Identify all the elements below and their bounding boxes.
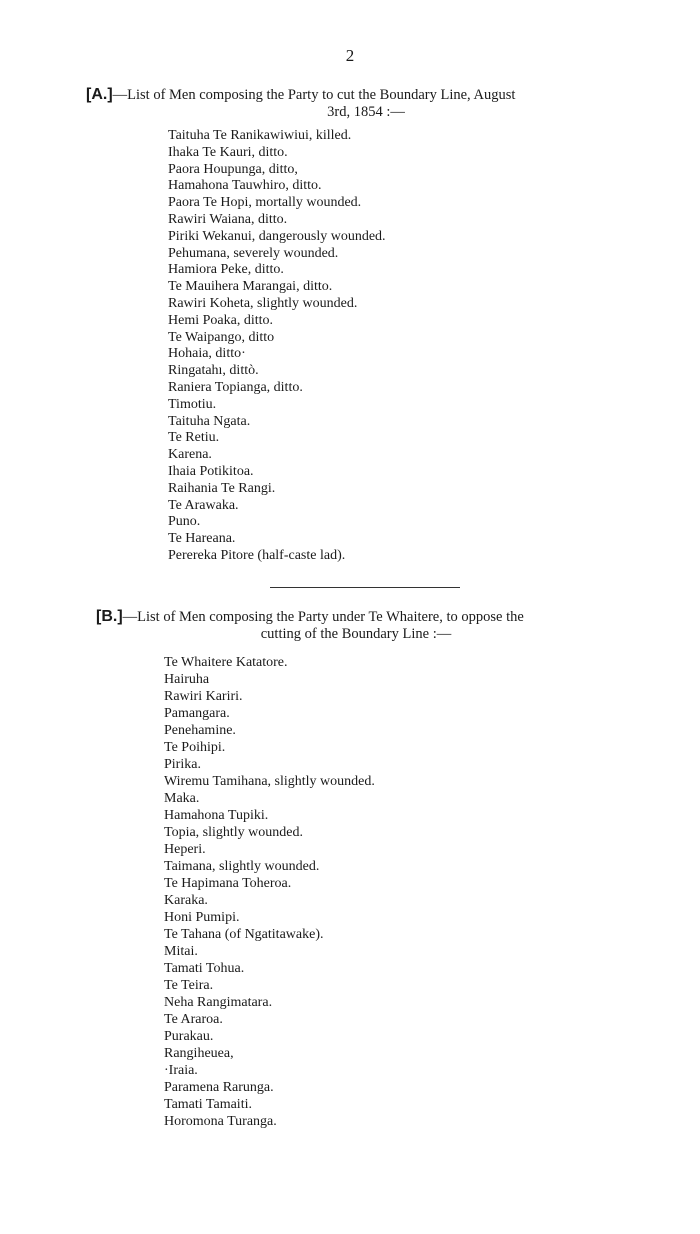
section-a-name-entry: Te Hareana. — [168, 531, 236, 547]
section-b-name-entry: Mitai. — [164, 944, 198, 959]
section-a-name-entry: Raniera Topianga, ditto. — [168, 379, 303, 395]
section-a-name-entry: Karena. — [168, 447, 212, 463]
section-a-name-entry: Paora Te Hopi, mortally wounded. — [168, 195, 362, 211]
section-b-name-entry: Te Tahana (of Ngatitawake). — [164, 927, 324, 942]
section-b-name-entry: Horomona Turanga. — [164, 1114, 277, 1129]
section-b-name-entry: Pamangara. — [164, 706, 230, 721]
section-a-name-entry: Te Arawaka. — [168, 497, 239, 513]
section-a-heading-line1 — [86, 86, 646, 104]
section-b-name-entry: Purakau. — [164, 1029, 214, 1044]
section-b-name-entry: Rawiri Kariri. — [164, 689, 243, 704]
section-a-name-entry: Raihania Te Rangi. — [168, 480, 276, 496]
section-b-name-entry: Hairuha — [164, 672, 210, 687]
section-a-name-list — [168, 128, 386, 565]
section-a-name-entry: Ihaia Potikitoa. — [168, 463, 254, 479]
section-b-name-entry: Te Teira. — [164, 978, 214, 993]
section-a-name-entry: Paora Houpunga, ditto, — [168, 161, 298, 177]
section-b-name-entry: Paramena Rarunga. — [164, 1080, 274, 1095]
section-a-name-entry: Hemi Poaka, ditto. — [168, 312, 273, 328]
section-b-name-entry: Hamahona Tupiki. — [164, 808, 269, 823]
section-b-name-entry: Heperi. — [164, 842, 206, 857]
section-a-name-entry: Taituha Te Ranikawiwiui, killed. — [168, 128, 352, 143]
section-b-name-entry: Te Poihipi. — [164, 740, 226, 755]
section-a-name-entry: Rawiri Waiana, ditto. — [168, 211, 288, 227]
section-a-name-entry: Te Waipango, ditto — [168, 329, 275, 345]
section-b-name-entry: Taimana, slightly wounded. — [164, 859, 320, 874]
section-a-name-entry: Taituha Ngata. — [168, 413, 251, 429]
section-a-name-entry: Ringatahı, dittò. — [168, 363, 259, 379]
section-a-heading-line2: 3rd, 1854 :— — [327, 104, 405, 120]
section-a-name-entry: Puno. — [168, 514, 201, 530]
section-a-name-entry: Te Mauihera Marangai, ditto. — [168, 279, 333, 295]
section-b-name-entry: Karaka. — [164, 893, 208, 908]
section-b-name-entry: Te Whaitere Katatore. — [164, 655, 288, 670]
section-a-name-entry: Pehumana, severely wounded. — [168, 245, 339, 261]
section-b-marker: [B.] — [96, 608, 123, 625]
section-a-name-entry: Rawiri Koheta, slightly wounded. — [168, 295, 358, 311]
section-a-name-entry: Piriki Wekanui, dangerously wounded. — [168, 228, 386, 244]
section-b-name-entry: Tamati Tamaiti. — [164, 1097, 252, 1112]
section-b-name-entry: Neha Rangimatara. — [164, 995, 273, 1010]
section-b-name-list — [164, 654, 375, 1130]
section-b-name-entry: Honi Pumipi. — [164, 910, 240, 925]
section-b-name-entry: Te Araroa. — [164, 1012, 223, 1027]
section-a-name-entry: Hohaia, ditto· — [168, 346, 246, 362]
section-b-name-entry: Rangiheuea, — [164, 1046, 234, 1061]
section-b-heading-line1 — [96, 608, 616, 626]
section-a-name-entry: Te Retiu. — [168, 430, 220, 446]
section-b-name-entry: Te Hapimana Toheroa. — [164, 876, 292, 891]
section-b-heading — [96, 608, 616, 643]
section-a-name-entry: Hamahona Tauwhiro, ditto. — [168, 178, 322, 194]
section-a-name-entry: Hamiora Peke, ditto. — [168, 262, 284, 278]
section-b-name-entry: Maka. — [164, 791, 200, 806]
section-divider — [270, 587, 460, 588]
section-a-marker: [A.] — [86, 86, 113, 103]
section-b-name-entry: Tamati Tohua. — [164, 961, 245, 976]
section-b-heading-text: —List of Men composing the Party under Te Whaitere, to oppose the — [122, 609, 524, 625]
section-a-name-entry: Timotiu. — [168, 396, 217, 412]
section-b-heading-line2: cutting of the Boundary Line :— — [260, 626, 452, 642]
section-b-name-entry: Topia, slightly wounded. — [164, 825, 304, 840]
section-b-name-entry: ·Iraia. — [164, 1063, 198, 1078]
section-a-name-entry: Ihaka Te Kauri, ditto. — [168, 144, 288, 160]
section-b-name-entry: Penehamine. — [164, 723, 236, 738]
section-b-name-entry: Wiremu Tamihana, slightly wounded. — [164, 774, 375, 789]
page-number: 2 — [345, 46, 355, 65]
section-a-heading — [86, 86, 646, 121]
section-a-heading-text: —List of Men composing the Party to cut the Boundary Line, August — [112, 87, 516, 103]
section-b-name-entry: Pirika. — [164, 757, 201, 772]
section-a-name-entry: Perereka Pitore (half-caste lad). — [168, 547, 346, 563]
